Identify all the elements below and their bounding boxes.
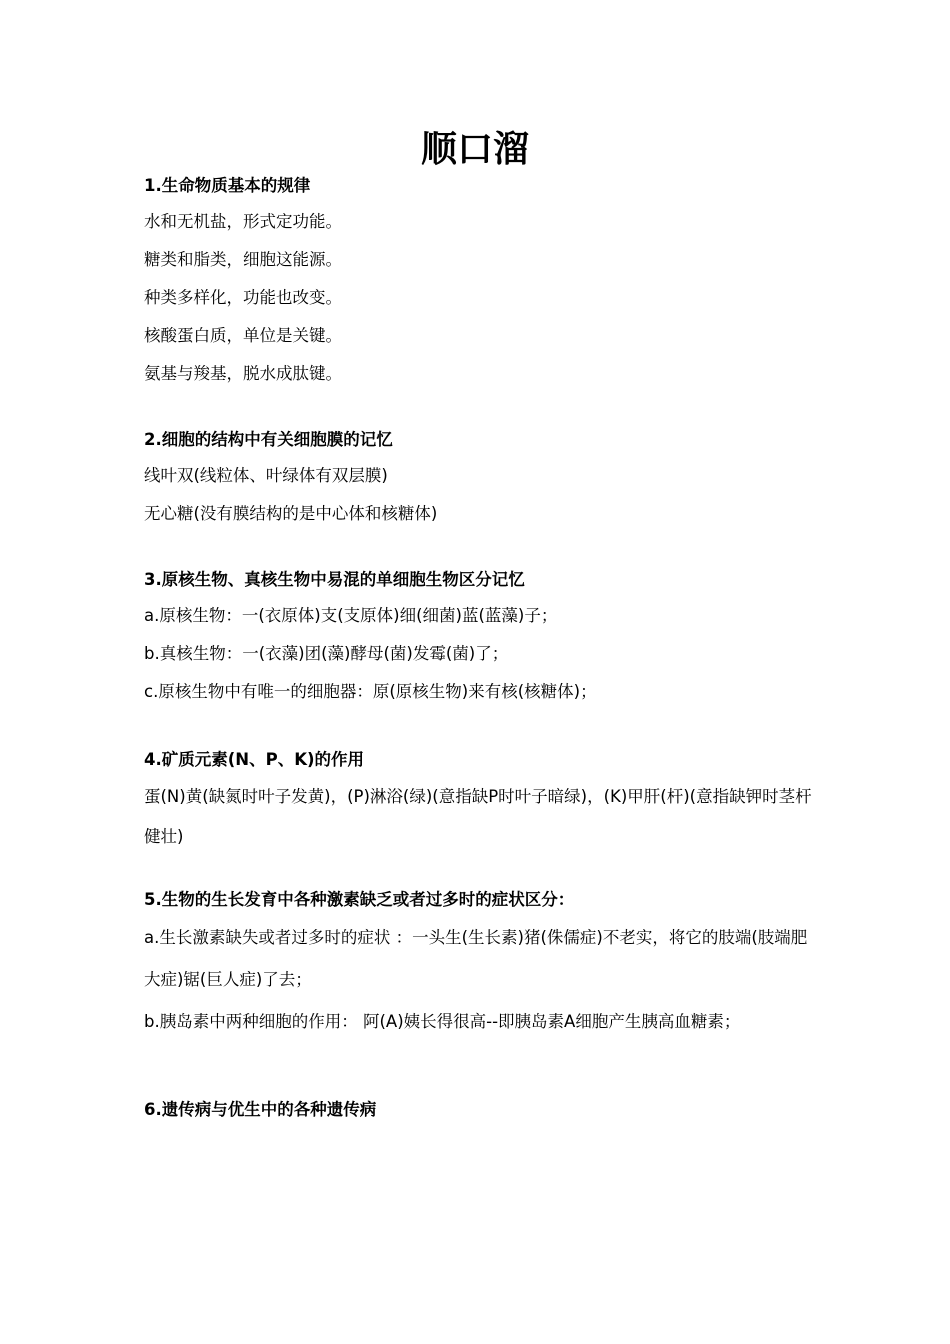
document-body — [144, 172, 814, 1138]
section-heading: 4.矿质元素(N、P、K)的作用 — [144, 750, 365, 769]
rhyme-line: a.原核生物：一(衣原体)支(支原体)细(细菌)蓝(蓝藻)子； — [144, 606, 558, 625]
document-title: 顺口溜 — [420, 129, 529, 170]
section-1 — [144, 172, 814, 412]
rhyme-line: b.真核生物：一(衣藻)团(藻)酵母(菌)发霉(菌)了； — [144, 644, 509, 663]
section-6 — [144, 1096, 814, 1124]
section-5 — [144, 886, 814, 1082]
section-4 — [144, 746, 814, 872]
rhyme-line: 线叶双(线粒体、叶绿体有双层膜) — [144, 466, 388, 485]
paragraph: a.生长激素缺失或者过多时的症状 ：一头生(生长素)猪(侏儒症)不老实，将它的肢端(肢端肥大症)锯(巨人症)了去； — [144, 928, 808, 989]
paragraph: 蛋(N)黄(缺氮时叶子发黄)，(P)淋浴(绿)(意指缺P时叶子暗绿)，(K)甲肝(杆)(意指缺钾时茎杆健壮) — [144, 787, 812, 846]
rhyme-line: 氨基与羧基，脱水成肽键。 — [144, 364, 342, 383]
section-heading: 6.遗传病与优生中的各种遗传病 — [144, 1100, 377, 1119]
section-heading: 5.生物的生长发育中各种激素缺乏或者过多时的症状区分： — [144, 890, 575, 909]
rhyme-line: 核酸蛋白质，单位是关键。 — [144, 326, 342, 345]
section-heading: 1.生命物质基本的规律 — [144, 176, 311, 195]
section-heading: 3.原核生物、真核生物中易混的单细胞生物区分记忆 — [144, 570, 525, 589]
rhyme-line: 糖类和脂类，细胞这能源。 — [144, 250, 342, 269]
paragraph: b.胰岛素中两种细胞的作用： 阿(A)姨长得很高--即胰岛素A细胞产生胰高血糖素； — [144, 1012, 741, 1031]
rhyme-line: 种类多样化，功能也改变。 — [144, 288, 342, 307]
rhyme-line: c.原核生物中有唯一的细胞器：原(原核生物)来有核(核糖体)； — [144, 682, 597, 701]
rhyme-line: 无心糖(没有膜结构的是中心体和核糖体) — [144, 504, 438, 523]
rhyme-line: 水和无机盐，形式定功能。 — [144, 212, 342, 231]
section-2 — [144, 426, 814, 552]
section-heading: 2.细胞的结构中有关细胞膜的记忆 — [144, 430, 393, 449]
section-3 — [144, 566, 814, 732]
